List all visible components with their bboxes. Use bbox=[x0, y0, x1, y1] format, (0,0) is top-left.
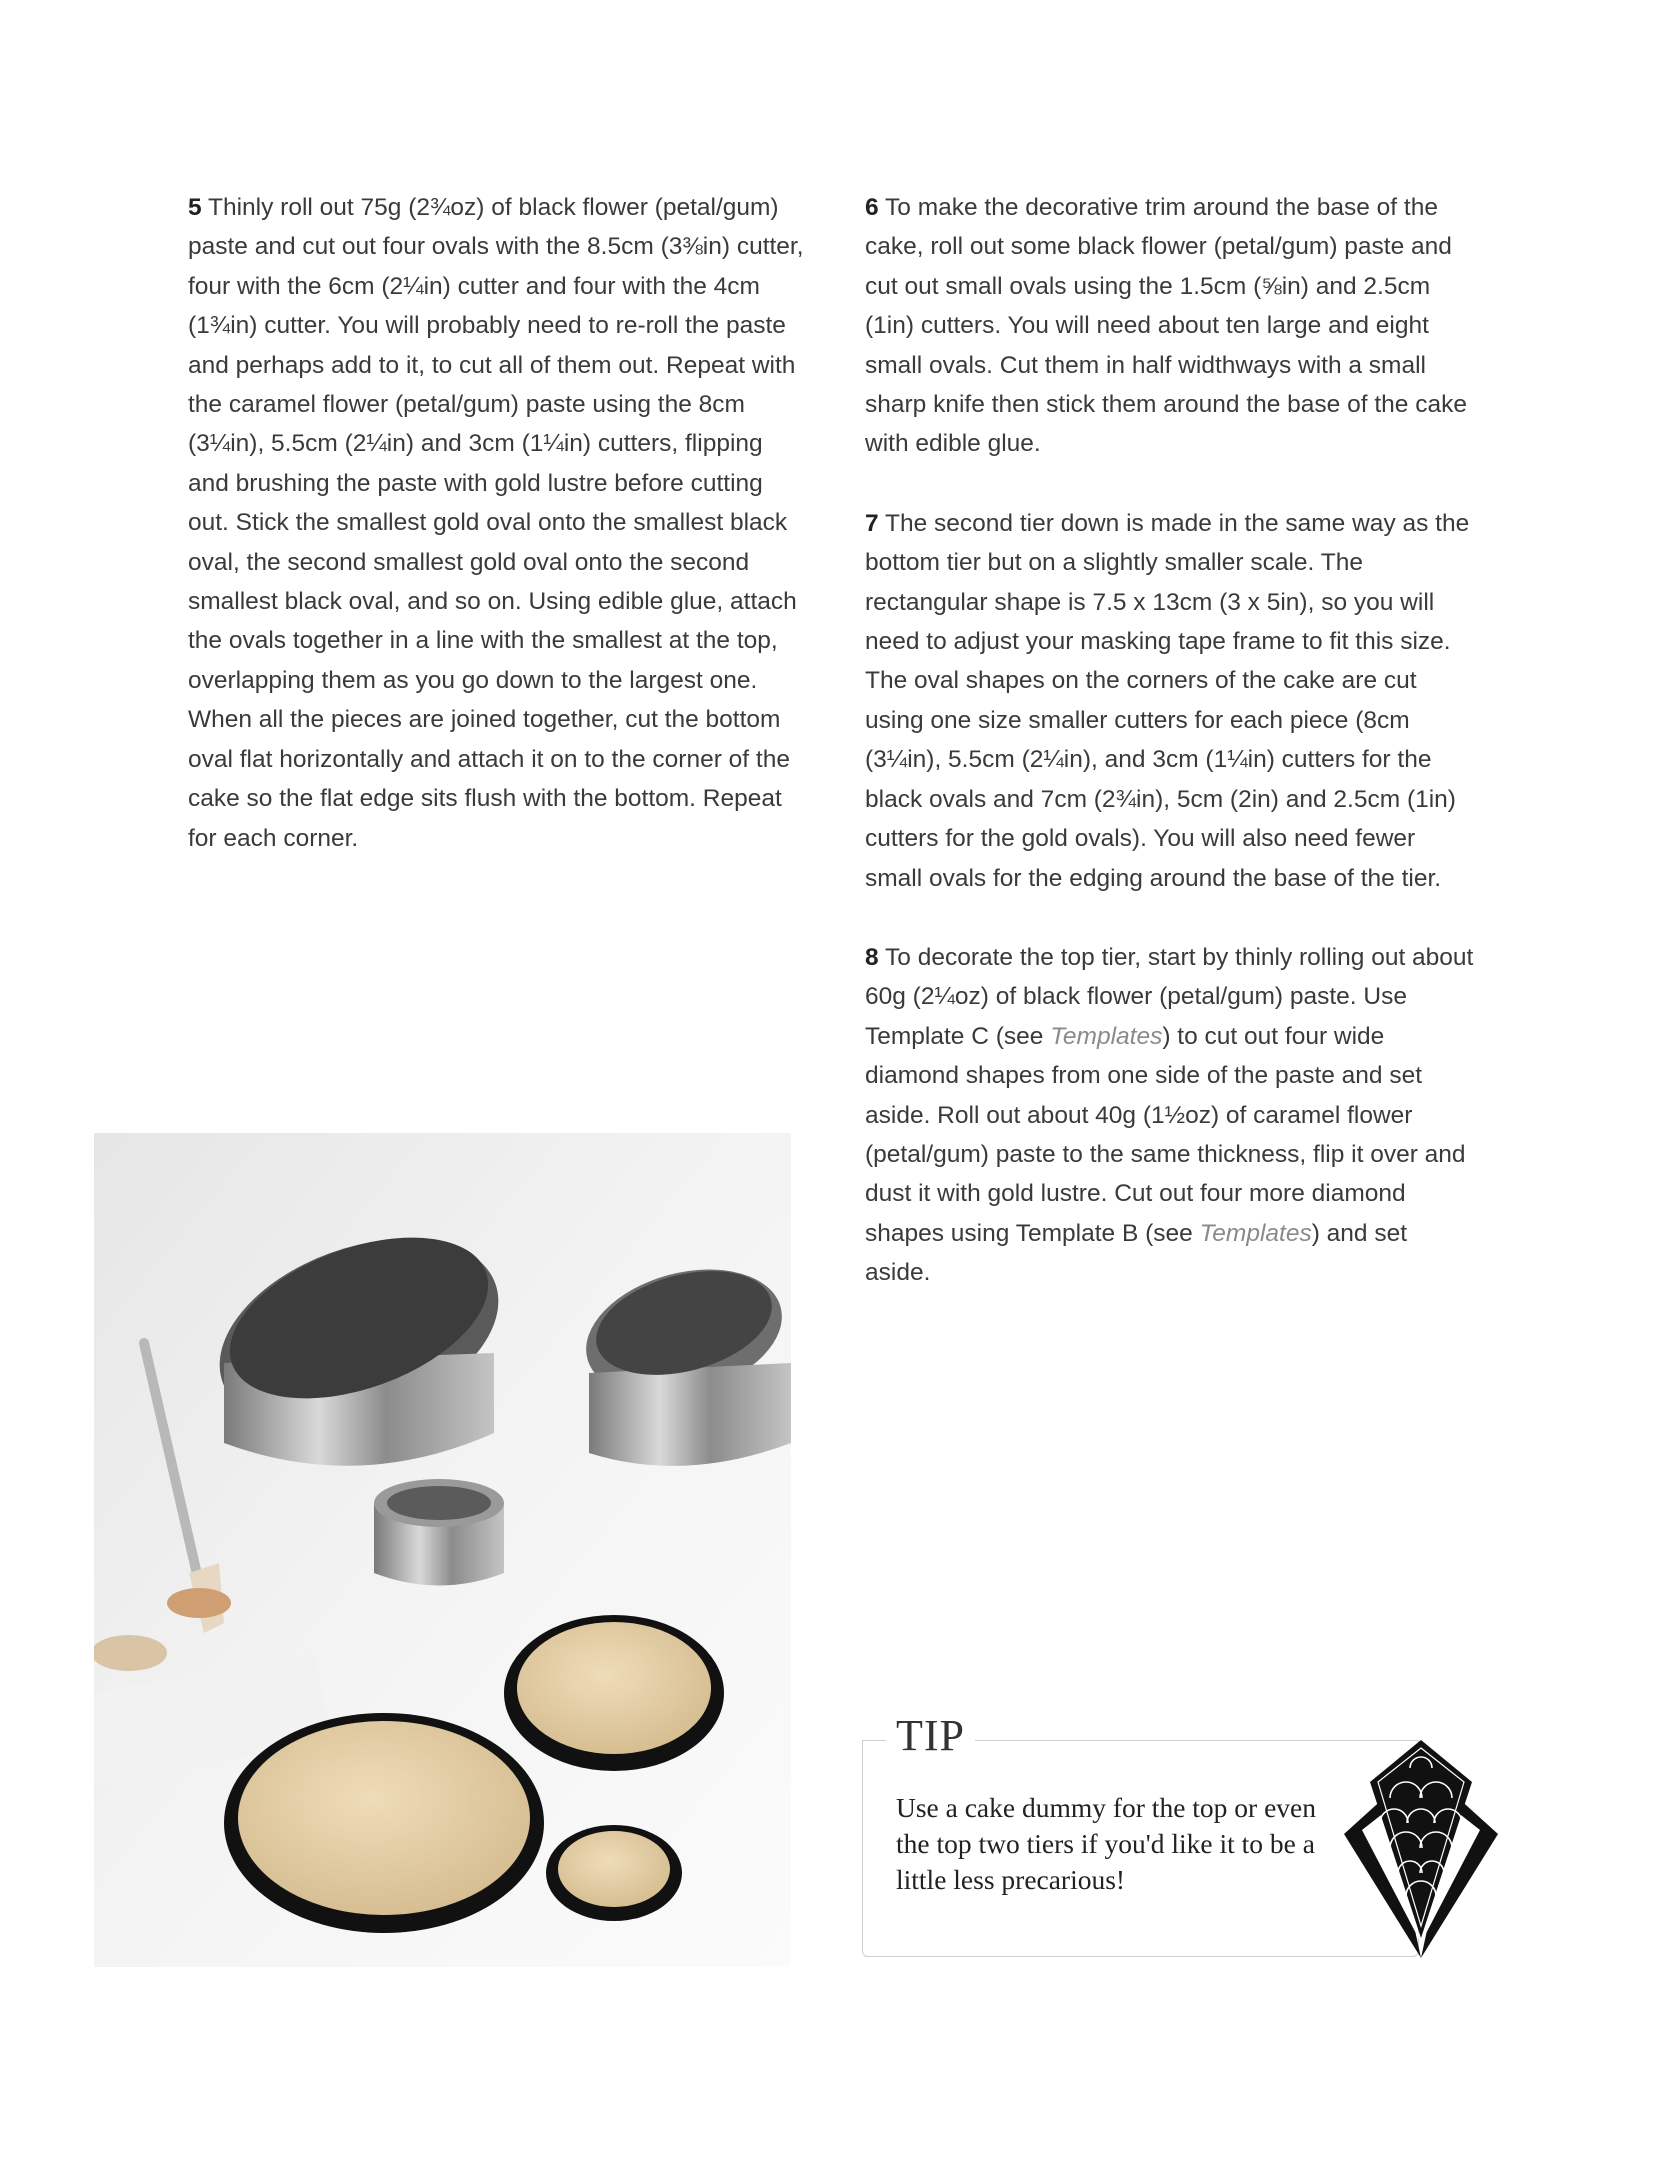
art-deco-diamond-icon bbox=[1340, 1738, 1502, 1960]
right-column bbox=[865, 188, 1475, 1333]
step-text: ) to cut out four wide diamond shapes from one side of the paste and set aside. Roll out about 40g (1½oz) of caramel flower (petal/gum) paste to the same thickness, flip it over and dust it with gold lustre. Cut out four more diamond shapes using Template B (see bbox=[865, 1022, 1466, 1247]
templates-link[interactable]: Templates bbox=[1050, 1022, 1163, 1050]
cutters-photo bbox=[94, 1133, 791, 1967]
cutters-photo-image bbox=[94, 1133, 791, 1967]
step-number: 7 bbox=[865, 509, 879, 537]
step-number: 8 bbox=[865, 943, 879, 971]
step-6 bbox=[865, 188, 1475, 464]
step-text: To make the decorative trim around the base of the cake, roll out some black flower (petal/gum) paste and cut out small ovals using the 1.5cm (⅝in) and 2.5cm (1in) cutters. You will need about ten large and eight small ovals. Cut them in half widthways with a small sharp knife then stick them around the base of the cake with edible glue. bbox=[865, 194, 1467, 458]
step-number: 6 bbox=[865, 194, 879, 221]
step-number: 5 bbox=[188, 194, 202, 221]
left-column bbox=[188, 188, 808, 898]
step-text: ) and set aside. bbox=[865, 1219, 1408, 1287]
step-text: Thinly roll out 75g (2¾oz) of black flower (petal/gum) paste and cut out four ovals with the 8.5cm (3⅜in) cutter, four with the 6cm (2¼in) cutter and four with the 4cm (1¾in) cutter. You will probably need to re-roll the paste and perhaps add to it, to cut all of them out. Repeat with the caramel flower (petal/gum) paste using the 8cm (3¼in), 5.5cm (2¼in) and 3cm (1¼in) cutters, flipping and brushing the paste with gold lustre before cutting out. Stick the smallest gold oval onto the smallest black oval, the second smallest gold oval onto the second smallest black oval, and so on. Using edible glue, attach the ovals together in a line with the smallest at the top, overlapping them as you go down to the largest one. When all the pieces are joined together, cut the bottom oval flat horizontally and attach it on to the corner of the cake so the flat edge sits flush with the bottom. Repeat for each corner. bbox=[188, 194, 804, 852]
step-text: To decorate the top tier, start by thinly rolling out about 60g (2¼oz) of black flower (petal/gum) paste. Use Template C (see bbox=[865, 943, 1474, 1050]
tip-text: Use a cake dummy for the top or even the top two tiers if you'd like it to be a little less precarious! bbox=[896, 1792, 1316, 1895]
tip-title: TIP bbox=[886, 1708, 975, 1764]
step-text: The second tier down is made in the same way as the bottom tier but on a slightly smaller scale. The rectangular shape is 7.5 x 13cm (3 x 5in), so you will need to adjust your masking tape frame to fit this size. The oval shapes on the corners of the cake are cut using one size smaller cutters for each piece (8cm (3¼in), 5.5cm (2¼in), and 3cm (1¼in) cutters for the black ovals and 7cm (2¾in), 5cm (2in) and 2.5cm (1in) cutters for the gold ovals). You will also need fewer small ovals for the edging around the base of the tier. bbox=[865, 509, 1470, 892]
step-5 bbox=[188, 188, 808, 858]
templates-link[interactable]: Templates bbox=[1199, 1219, 1312, 1247]
step-8 bbox=[865, 938, 1475, 1293]
step-7 bbox=[865, 504, 1475, 898]
